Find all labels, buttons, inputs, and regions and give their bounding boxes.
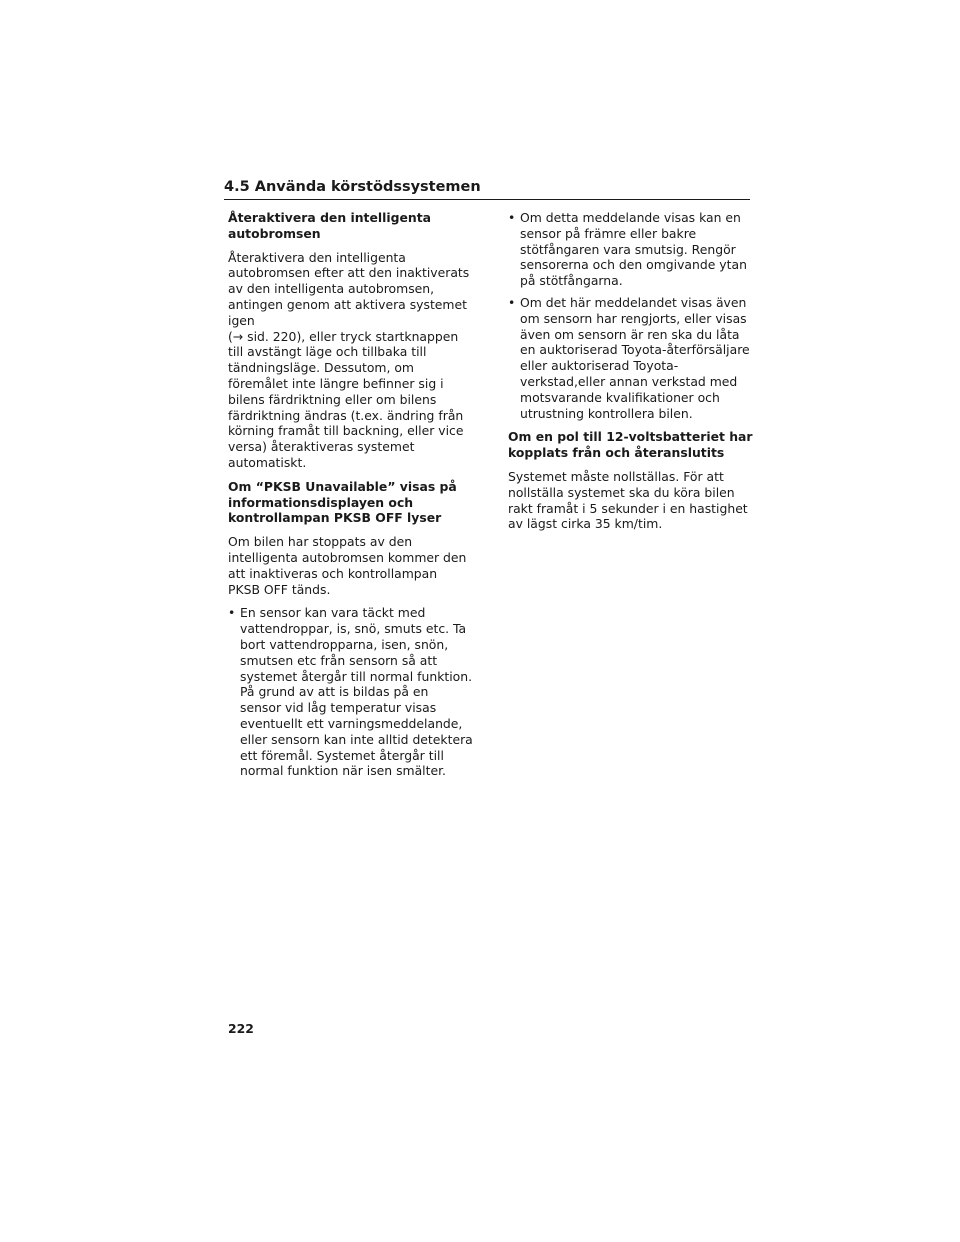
list-item	[508, 210, 753, 289]
list-item-text: Om det här meddelandet visas även om sensorn har rengjorts, eller visas även om sensorn är ren ska du låta en auktoriserad Toyota-återförsäljare eller auktoriserad Toyota-verkstad,eller annan verkstad med motsvarande kvalifikationer och utrustning kontrollera bilen.	[520, 294, 750, 421]
bullet-icon: •	[228, 605, 236, 621]
right-column	[508, 210, 753, 540]
list-item	[508, 295, 753, 421]
bullet-icon: •	[508, 294, 516, 310]
paragraph-reset-system: Systemet måste nollställas. För att nollställa systemet ska du köra bilen rakt framåt i 5 sekunder i en hastighet av lägst cirka 35 km/tim.	[508, 468, 748, 532]
page-reference-text: (→ sid. 220), eller tryck startknappen till avstängt läge och tillbaka till tändningsläge. Dessutom, om föremålet inte längre befinner sig i bilens färdriktning eller om bilens färdriktning ändras (t.ex. ändring från körning framåt till backning, eller vice versa) återaktiveras systemet automatiskt.	[228, 328, 464, 470]
heading-battery-pole: Om en pol till 12-voltsbatteriet har kopplats från och återanslutits	[508, 429, 753, 461]
list-item	[228, 605, 473, 779]
page-number: 222	[228, 1021, 254, 1036]
heading-pksb-unavailable: Om “PKSB Unavailable” visas på informationsdisplayen och kontrollampan PKSB OFF lyser	[228, 478, 457, 526]
heading-reactivate-brake: Återaktivera den intelligenta autobromsen	[228, 210, 431, 241]
left-column	[228, 210, 473, 787]
bullet-icon: •	[508, 210, 516, 225]
list-item-text: En sensor kan vara täckt med vattendroppar, is, snö, smuts etc. Ta bort vattendropparna, isen, snön, smutsen etc från sensorn så att systemet återgår till normal funktion. På grund av att is bildas på en sensor vid låg temperatur visas eventuellt ett varningsmeddelande, eller sensorn kan inte alltid detektera ett föremål. Systemet återgår till normal funktion när isen smälter.	[240, 605, 473, 779]
paragraph-reactivate-brake	[228, 250, 473, 471]
paragraph-reactivate-text: Återaktivera den intelligenta autobromsen efter att den inaktiverats av den intelligenta autobromsen, antingen genom att aktivera systemet igen	[228, 249, 470, 328]
section-title: 4.5 Använda körstödssystemen	[224, 178, 750, 200]
paragraph-pksb-stopped: Om bilen har stoppats av den intelligenta autobromsen kommer den att inaktiveras och kontrollampan PKSB OFF tänds.	[228, 534, 467, 597]
list-item-text: Om detta meddelande visas kan en sensor på främre eller bakre stötfångaren vara smutsig. Rengör sensorerna och den omgivande ytan på stötfångarna.	[520, 210, 747, 289]
bullet-list-left	[228, 605, 473, 779]
bullet-list-right	[508, 210, 753, 421]
